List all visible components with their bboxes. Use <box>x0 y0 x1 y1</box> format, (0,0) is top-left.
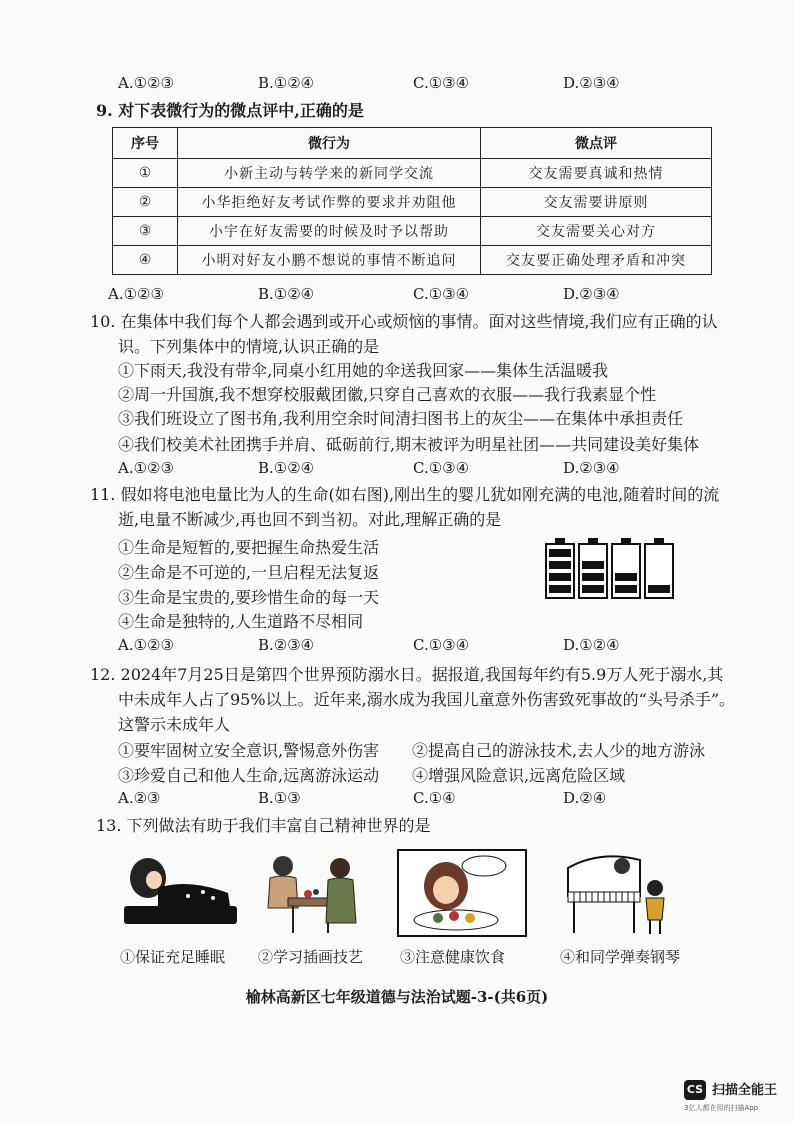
table-header-cell: 微点评 <box>481 128 712 159</box>
q13-stem: 13. 下列做法有助于我们丰富自己精神世界的是 <box>96 816 431 835</box>
q11-item-4: ④生命是独特的,人生道路不尽相同 <box>118 612 364 631</box>
q11-option-d: D.①②④ <box>563 636 620 654</box>
battery-icon <box>611 543 641 599</box>
q13-caption-2: ②学习插画技艺 <box>258 948 364 966</box>
table-cell: ② <box>113 188 178 217</box>
q9-option-d: D.②③④ <box>563 285 620 303</box>
q12-option-a: A.②③ <box>118 789 161 807</box>
battery-cap <box>621 538 631 543</box>
table-row <box>113 188 712 217</box>
q12-item-4: ④增强风险意识,远离危险区域 <box>412 766 626 785</box>
battery-icon <box>578 543 608 599</box>
battery-charge-bar <box>615 573 637 581</box>
table-header-row <box>113 128 712 159</box>
battery-charge-bar <box>549 585 571 593</box>
table-cell: 交友需要关心对方 <box>481 217 712 246</box>
q10-stem-line2: 识。下列集体中的情境,认识正确的是 <box>118 337 380 356</box>
q12-option-b: B.①③ <box>258 789 301 807</box>
q10-item-4: ④我们校美术社团携手并肩、砥砺前行,期末被评为明星社团——共同建设美好集体 <box>118 435 700 454</box>
battery-charge-bar <box>582 573 604 581</box>
q8-option-a: A.①②③ <box>118 74 174 92</box>
q9-stem: 9. 对下表微行为的微点评中,正确的是 <box>96 101 364 120</box>
q12-stem-line3: 这警示未成年人 <box>118 715 231 734</box>
q12-option-d: D.②④ <box>563 789 607 807</box>
scanner-app-tagline: 3亿人都在用的扫描App <box>684 1104 759 1112</box>
q11-option-c: C.①③④ <box>413 636 470 654</box>
q8-option-b: B.①②④ <box>258 74 315 92</box>
battery-charge-bar <box>549 561 571 569</box>
q8-option-d: D.②③④ <box>563 74 620 92</box>
q12-item-3: ③珍爱自己和他人生命,远离游泳运动 <box>118 766 380 785</box>
q13-caption-1: ①保证充足睡眠 <box>120 948 226 966</box>
battery-charge-bar <box>582 561 604 569</box>
battery-charge-bar <box>549 573 571 581</box>
q11-option-a: A.①②③ <box>118 636 174 654</box>
table-cell: ③ <box>113 217 178 246</box>
table-header-cell: 序号 <box>113 128 178 159</box>
q11-option-b: B.②③④ <box>258 636 315 654</box>
q10-item-1: ①下雨天,我没有带伞,同桌小红用她的伞送我回家——集体生活温暖我 <box>118 361 609 380</box>
q10-option-d: D.②③④ <box>563 459 620 477</box>
q9-option-b: B.①②④ <box>258 285 315 303</box>
battery-icon <box>644 543 674 599</box>
battery-cap <box>555 538 565 543</box>
q9-option-c: C.①③④ <box>413 285 470 303</box>
healthy-diet-illustration <box>396 848 528 938</box>
battery-charge-bar <box>648 585 670 593</box>
table-row <box>113 246 712 275</box>
table-cell: 交友需要讲原则 <box>481 188 712 217</box>
q11-item-2: ②生命是不可逆的,一旦启程无法复返 <box>118 563 380 582</box>
scanner-app-name: 扫描全能王 <box>712 1083 778 1098</box>
q10-option-c: C.①③④ <box>413 459 470 477</box>
q9-options <box>108 285 718 309</box>
q13-caption-3: ③注意健康饮食 <box>400 948 506 966</box>
q10-option-a: A.①②③ <box>118 459 174 477</box>
sleeping-illustration <box>118 848 243 938</box>
q12-stem-line2: 中未成年人占了95%以上。近年来,溺水成为我国儿童意外伤害致死事故的“头号杀手”。 <box>118 690 736 709</box>
page-footer: 榆林高新区七年级道德与法治试题-3-(共6页) <box>245 988 549 1006</box>
q12-item-2: ②提高自己的游泳技术,去人少的地方游泳 <box>412 741 706 760</box>
q12-item-1: ①要牢固树立安全意识,警惕意外伤害 <box>118 741 380 760</box>
table-cell: ① <box>113 159 178 188</box>
table-cell: ④ <box>113 246 178 275</box>
battery-cap <box>588 538 598 543</box>
battery-illustration <box>545 537 675 599</box>
q11-options <box>118 636 718 660</box>
q12-options <box>118 789 718 813</box>
table-cell: 小明对好友小鹏不想说的事情不断追问 <box>178 246 481 275</box>
q12-stem-line1: 12. 2024年7月25日是第四个世界预防溺水日。据报道,我国每年约有5.9万人死于溺水,其 <box>90 665 724 684</box>
q8-options <box>118 74 718 98</box>
q13-caption-4: ④和同学弹奏钢琴 <box>560 948 681 966</box>
drawing-illustration <box>258 848 368 938</box>
q8-option-c: C.①③④ <box>413 74 470 92</box>
q11-stem-line1: 11. 假如将电池电量比为人的生命(如右图),刚出生的婴儿犹如刚充满的电池,随着时间的流 <box>90 485 720 504</box>
battery-cap <box>654 538 664 543</box>
table-cell: 小华拒绝好友考试作弊的要求并劝阻他 <box>178 188 481 217</box>
battery-charge-bar <box>582 585 604 593</box>
q11-item-1: ①生命是短暂的,要把握生命热爱生活 <box>118 538 380 557</box>
piano-illustration <box>560 848 675 938</box>
battery-charge-bar <box>549 549 571 557</box>
table-cell: 小宇在好友需要的时候及时予以帮助 <box>178 217 481 246</box>
q10-option-b: B.①②④ <box>258 459 315 477</box>
q10-item-2: ②周一升国旗,我不想穿校服戴团徽,只穿自己喜欢的衣服——我行我素显个性 <box>118 385 657 404</box>
q11-item-3: ③生命是宝贵的,要珍惜生命的每一天 <box>118 588 380 607</box>
table-row <box>113 159 712 188</box>
q9-table <box>112 127 712 275</box>
battery-icon <box>545 543 575 599</box>
q12-option-c: C.①④ <box>413 789 456 807</box>
q9-option-a: A.①②③ <box>108 285 164 303</box>
q10-stem-line1: 10. 在集体中我们每个人都会遇到或开心或烦恼的事情。面对这些情境,我们应有正确的认 <box>90 312 718 331</box>
table-cell: 交友需要真诚和热情 <box>481 159 712 188</box>
table-cell: 交友要正确处理矛盾和冲突 <box>481 246 712 275</box>
camscanner-logo-icon: CS <box>684 1080 706 1100</box>
table-row <box>113 217 712 246</box>
q11-stem-line2: 逝,电量不断减少,再也回不到当初。对此,理解正确的是 <box>118 510 502 529</box>
table-header-cell: 微行为 <box>178 128 481 159</box>
q10-item-3: ③我们班设立了图书角,我利用空余时间清扫图书上的灰尘——在集体中承担责任 <box>118 409 684 428</box>
q10-options <box>118 459 718 483</box>
battery-charge-bar <box>615 585 637 593</box>
table-cell: 小新主动与转学来的新同学交流 <box>178 159 481 188</box>
